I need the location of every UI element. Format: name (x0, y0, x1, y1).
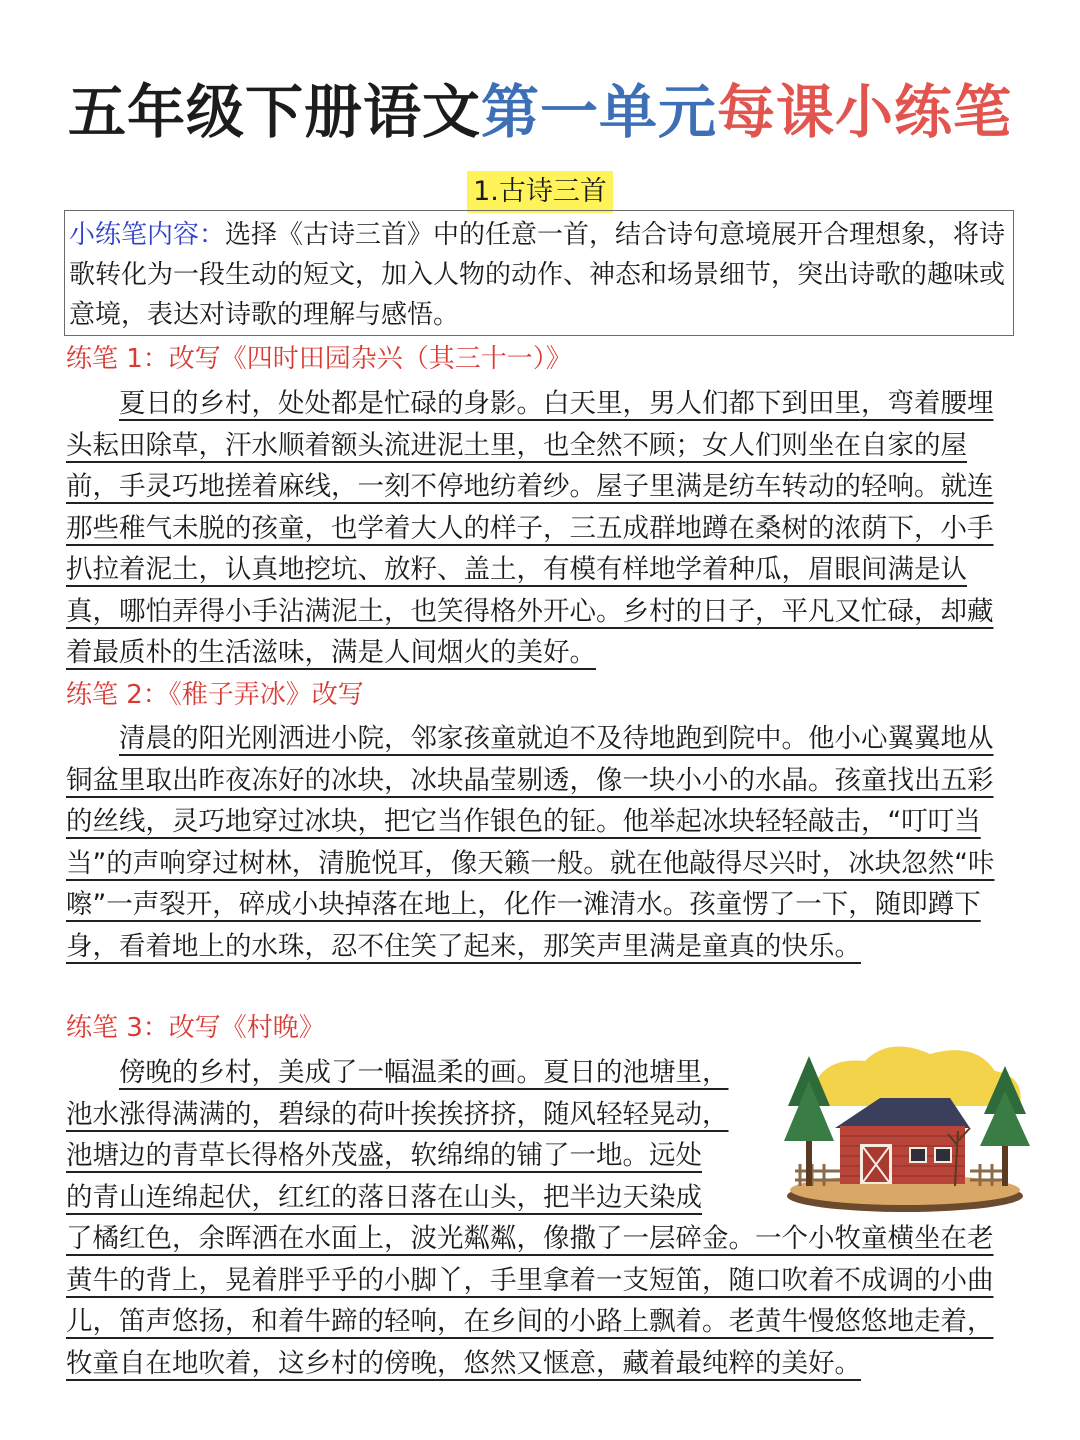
exercise-3-text-part2: 了橘红色，余晖洒在水面上，波光粼粼，像撒了一层碎金。一个小牧童横坐在老黄牛的背上，晃着胖乎乎的小脚丫，手里拿着一支短笛，随口吹着不成调的小曲儿，笛声悠扬，和着牛蹄的轻响，在乡间的小路上飘着。老黄牛慢悠悠地走着，牧童自在地吹着，这乡村的傍晚，悠然又惬意，藏着最纯粹的美好。 (66, 1223, 994, 1379)
title-part-2: 第一单元 (480, 78, 717, 146)
instructions-text: 选择《古诗三首》中的任意一首，结合诗句意境展开合理想象，将诗歌转化为一段生动的短文，加入人物的动作、神态和场景细节，突出诗歌的趣味或意境，表达对诗歌的理解与感悟。 (69, 220, 1006, 330)
exercise-2-heading: 练笔 2：《稚子弄冰》改写 (66, 680, 364, 710)
page-title (0, 72, 1080, 152)
exercise-3-heading: 练笔 3：改写《村晚》 (66, 1013, 325, 1043)
barn-illustration (780, 1036, 1030, 1216)
exercise-2-text: 清晨的阳光刚洒进小院，邻家孩童就迫不及待地跑到院中。他小心翼翼地从铜盆里取出昨夜冻好的冰块，冰块晶莹剔透，像一块小小的水晶。孩童找出五彩的丝线，灵巧地穿过冰块，把它当作银色的钲。他举起冰块轻轻敲击，“叮叮当当”的声响穿过树林，清脆悦耳，像天籁一般。就在他敲得尽兴时，冰块忽然“咔嚓”一声裂开，碎成小块掉落在地上，化作一滩清水。孩童愣了一下，随即蹲下身，看着地上的水珠，忍不住笑了起来，那笑声里满是童真的快乐。 (66, 723, 995, 962)
instructions-label: 小练笔内容： (69, 220, 226, 250)
exercise-3-text-part1: 傍晚的乡村，美成了一幅温柔的画。夏日的池塘里， 池水涨得满满的，碧绿的荷叶挨挨挤挤，随风轻轻晃动， 池塘边的青草长得格外茂盛，软绵绵的铺了一地。远处 的青山连绵起伏，红红的落日落在山头，把半边天染成 (66, 1057, 729, 1213)
exercise-1-text: 夏日的乡村，处处都是忙碌的身影。白天里，男人们都下到田里，弯着腰埋头耘田除草，汗水顺着额头流进泥土里，也全然不顾；女人们则坐在自家的屋前，手灵巧地搓着麻线，一刻不停地纺着纱。屋子里满是纺车转动的轻响。就连那些稚气未脱的孩童，也学着大人的样子，三五成群地蹲在桑树的浓荫下，小手扒拉着泥土，认真地挖坑、放籽、盖土，有模有样地学着种瓜，眉眼间满是认真，哪怕弄得小手沾满泥土，也笑得格外开心。乡村的日子，平凡又忙碌，却藏着最质朴的生活滋味，满是人间烟火的美好。 (66, 388, 994, 668)
title-part-3: 每课小练笔 (717, 78, 1013, 146)
lesson-subtitle: 1.古诗三首 (467, 171, 613, 213)
instructions-box (64, 210, 1014, 336)
exercise-1-heading: 练笔 1：改写《四时田园杂兴（其三十一）》 (66, 344, 572, 374)
lesson-subtitle-row (0, 171, 1080, 213)
title-part-1: 五年级下册语文 (67, 78, 481, 146)
